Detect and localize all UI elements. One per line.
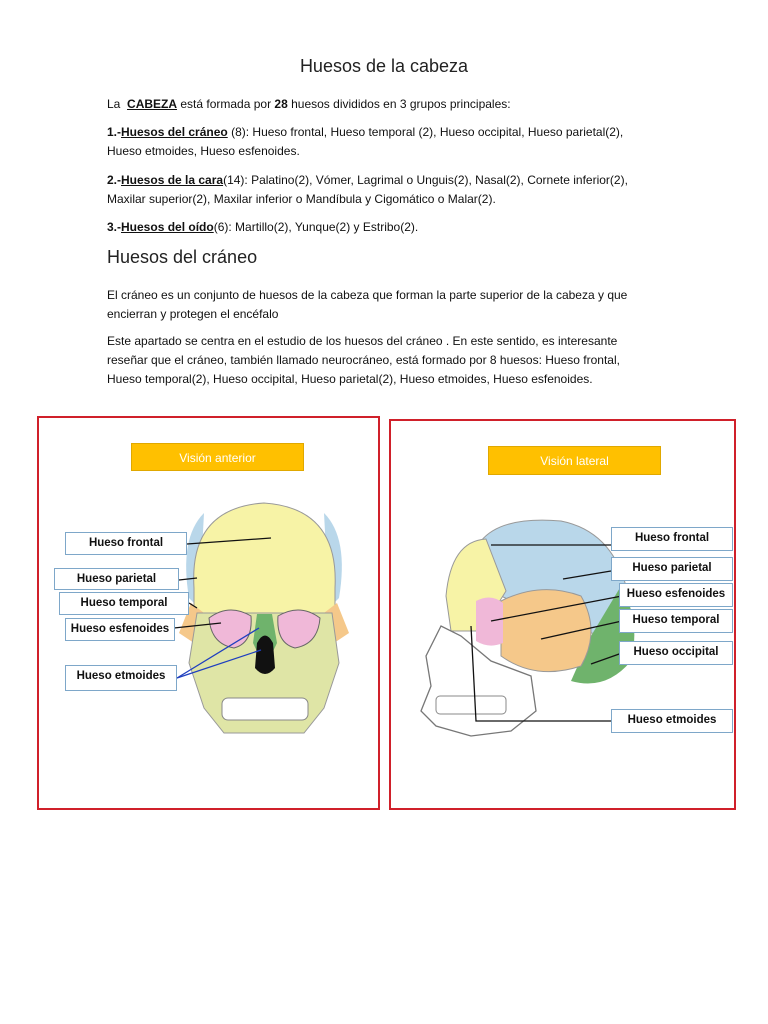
p1-line1: El cráneo es un conjunto de huesos de la cabeza que forman la parte superior de la cabeza y que: [107, 288, 628, 302]
lat-label-ethmoid: Hueso etmoides: [611, 709, 733, 733]
section-title: Huesos del cráneo: [107, 247, 258, 267]
group-ear: [107, 218, 667, 237]
p1-line2: encierran y protegen el encéfalo: [107, 307, 279, 321]
lat-label-frontal: Hueso frontal: [611, 527, 733, 551]
label-ethmoid: Hueso etmoides: [65, 665, 177, 691]
group-name: Huesos del oído: [121, 220, 214, 234]
intro-prefix: La: [107, 97, 121, 111]
group-name: Huesos de la cara: [121, 173, 224, 187]
anterior-view-panel: [37, 416, 380, 810]
lat-label-sphenoid: Hueso esfenoides: [619, 583, 733, 607]
group-num: 2.-: [107, 173, 122, 187]
lat-teeth: [436, 696, 506, 714]
group-num: 1.-: [107, 125, 122, 139]
group-name: Huesos del cráneo: [121, 125, 228, 139]
anterior-view-banner: Visión anterior: [131, 443, 304, 471]
p2-line1: Este apartado se centra en el estudio de los huesos del cráneo . En este sentido, es interesante: [107, 334, 618, 348]
group-text: (8): Hueso frontal, Hueso temporal (2), Hueso occipital, Hueso parietal(2),: [227, 125, 624, 139]
label-sphenoid: Hueso esfenoides: [65, 618, 175, 641]
lat-sphenoid-shape: [476, 597, 503, 645]
nasal-cavity: [255, 636, 275, 675]
group-cranium: [107, 123, 667, 161]
lat-label-parietal: Hueso parietal: [611, 557, 733, 581]
group-text: (14): Palatino(2), Vómer, Lagrimal o Unguis(2), Nasal(2), Cornete inferior(2),: [223, 173, 628, 187]
section-paragraph-2: [107, 332, 667, 389]
group-text-2: Maxilar superior(2), Maxilar inferior o Mandíbula y Cigomático o Malar(2).: [107, 192, 496, 206]
group-num: 3.-: [107, 220, 122, 234]
section-paragraph-1: [107, 286, 667, 324]
lat-label-occipital: Hueso occipital: [619, 641, 733, 665]
intro-suffix: huesos divididos en 3 grupos principales:: [287, 97, 511, 111]
lat-label-temporal: Hueso temporal: [619, 609, 733, 633]
intro-mid: está formada por: [177, 97, 275, 111]
intro-paragraph: [107, 95, 667, 114]
teeth: [222, 698, 308, 720]
group-text-2: Hueso etmoides, Hueso esfenoides.: [107, 144, 300, 158]
intro-cabeza: CABEZA: [127, 97, 178, 111]
label-temporal: Hueso temporal: [59, 592, 189, 615]
label-frontal: Hueso frontal: [65, 532, 187, 555]
group-face: [107, 171, 667, 209]
group-text: (6): Martillo(2), Yunque(2) y Estribo(2).: [213, 220, 419, 234]
frontal-bone-shape: [194, 503, 336, 618]
lateral-view-panel: [389, 419, 736, 810]
intro-count: 28: [274, 97, 288, 111]
label-parietal: Hueso parietal: [54, 568, 179, 590]
page-title: Huesos de la cabeza: [299, 56, 469, 76]
p2-line2: reseñar que el cráneo, también llamado neurocráneo, está formado por 8 huesos: Hueso frontal,: [107, 353, 620, 367]
lateral-view-banner: Visión lateral: [488, 446, 661, 475]
anterior-skull-illustration: [39, 418, 382, 812]
p2-line3: Hueso temporal(2), Hueso occipital, Hueso parietal(2), Hueso etmoides, Hueso esfenoides.: [107, 372, 593, 386]
